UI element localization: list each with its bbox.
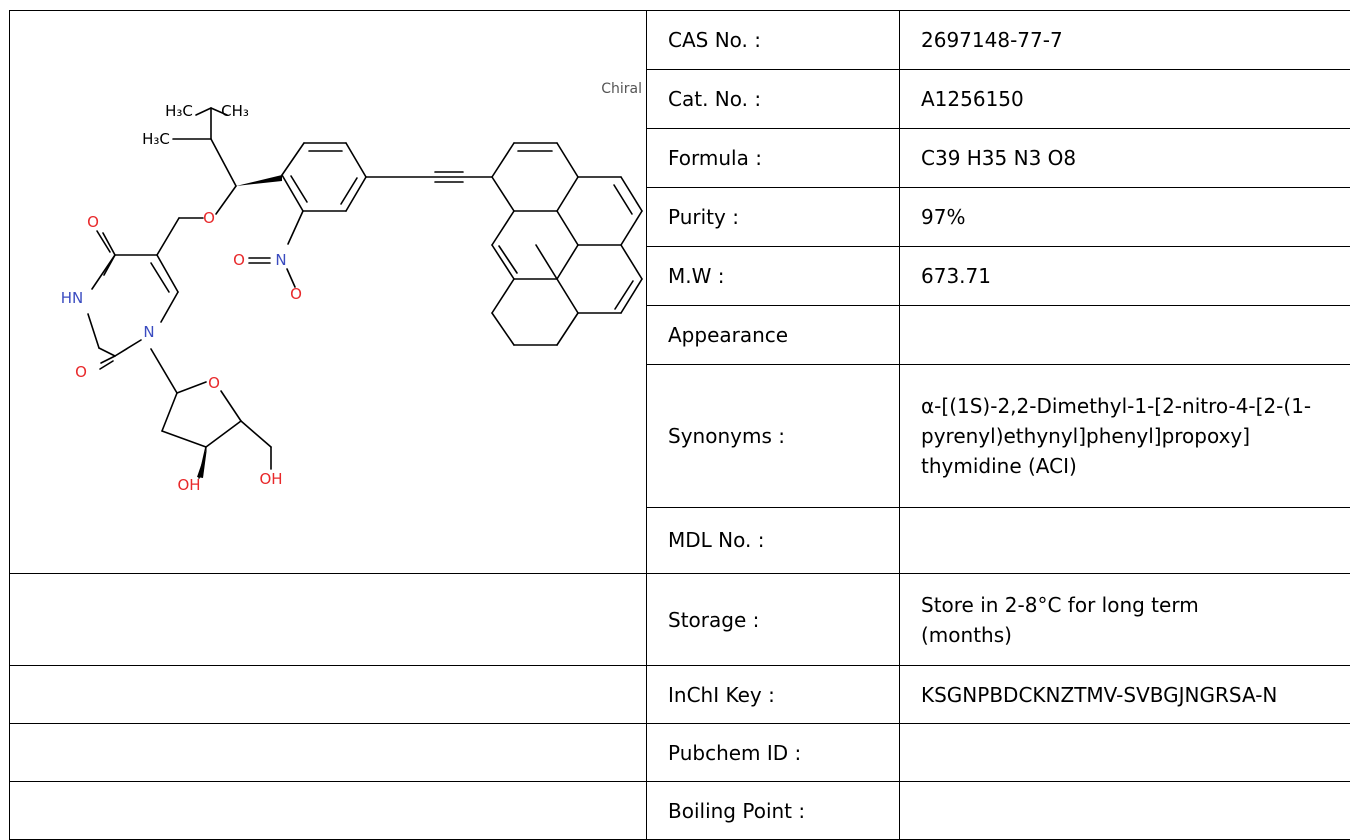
property-value: 97% — [900, 187, 1350, 246]
atom-label-ring-nitrogen: N — [143, 323, 154, 341]
product-spec-sheet — [9, 10, 1350, 832]
property-value: KSGNPBDCKNZTMV-SVBGJNGRSA-N — [900, 666, 1350, 724]
atom-label-carbonyl-oxygen-top: O — [87, 213, 99, 231]
spec-table — [9, 10, 1350, 840]
property-label: Boiling Point : — [647, 782, 900, 840]
atom-label-h3c-mid: H₃C — [142, 130, 170, 148]
atom-label-nitro-oxygen-left: O — [233, 251, 245, 269]
property-value: Store in 2-8°C for long term (months) — [900, 574, 1350, 666]
property-label: Appearance — [647, 305, 900, 364]
property-label: MDL No. : — [647, 507, 900, 573]
atom-label-hydroxyl-left: OH — [177, 476, 200, 494]
spec-row-cas — [10, 11, 1350, 70]
empty-cell — [10, 666, 647, 724]
spec-row-inchi — [10, 666, 1350, 724]
property-label: CAS No. : — [647, 11, 900, 70]
empty-cell — [10, 782, 647, 840]
spec-row-storage — [10, 574, 1350, 666]
property-value — [900, 724, 1350, 782]
property-value: 2697148-77-7 — [900, 11, 1350, 70]
property-label: Storage : — [647, 574, 900, 666]
property-value: α-[(1S)-2,2-Dimethyl-1-[2-nitro-4-[2-(1-pyrenyl)ethynyl]phenyl]propoxy] thymidine (ACI) — [900, 364, 1350, 507]
property-label: Synonyms : — [647, 364, 900, 507]
property-value — [900, 305, 1350, 364]
atom-label-hydroxyl-right: OH — [259, 470, 282, 488]
structure-cell — [10, 11, 647, 574]
atom-label-ether-oxygen: O — [203, 209, 215, 227]
property-label: InChI Key : — [647, 666, 900, 724]
atom-label-h3c-top: H₃C — [165, 102, 193, 120]
empty-cell — [10, 724, 647, 782]
chiral-label: Chiral — [601, 81, 642, 97]
property-label: Purity : — [647, 187, 900, 246]
atom-label-carbonyl-oxygen-bottom: O — [75, 363, 87, 381]
empty-cell — [10, 574, 647, 666]
atom-label-nitro-oxygen-bottom: O — [290, 285, 302, 303]
property-value: A1256150 — [900, 69, 1350, 128]
spec-row-boiling-point — [10, 782, 1350, 840]
property-label: M.W : — [647, 246, 900, 305]
property-value: 673.71 — [900, 246, 1350, 305]
atom-label-nitro-nitrogen: N — [275, 251, 286, 269]
property-label: Pubchem ID : — [647, 724, 900, 782]
chemical-structure-image — [31, 11, 668, 565]
atom-label-ch3-top: CH₃ — [221, 102, 249, 120]
property-value: C39 H35 N3 O8 — [900, 128, 1350, 187]
atom-label-hn: HN — [61, 289, 84, 307]
property-value — [900, 507, 1350, 573]
spec-row-pubchem — [10, 724, 1350, 782]
atom-label-sugar-oxygen: O — [208, 374, 220, 392]
property-label: Formula : — [647, 128, 900, 187]
property-label: Cat. No. : — [647, 69, 900, 128]
property-value — [900, 782, 1350, 840]
